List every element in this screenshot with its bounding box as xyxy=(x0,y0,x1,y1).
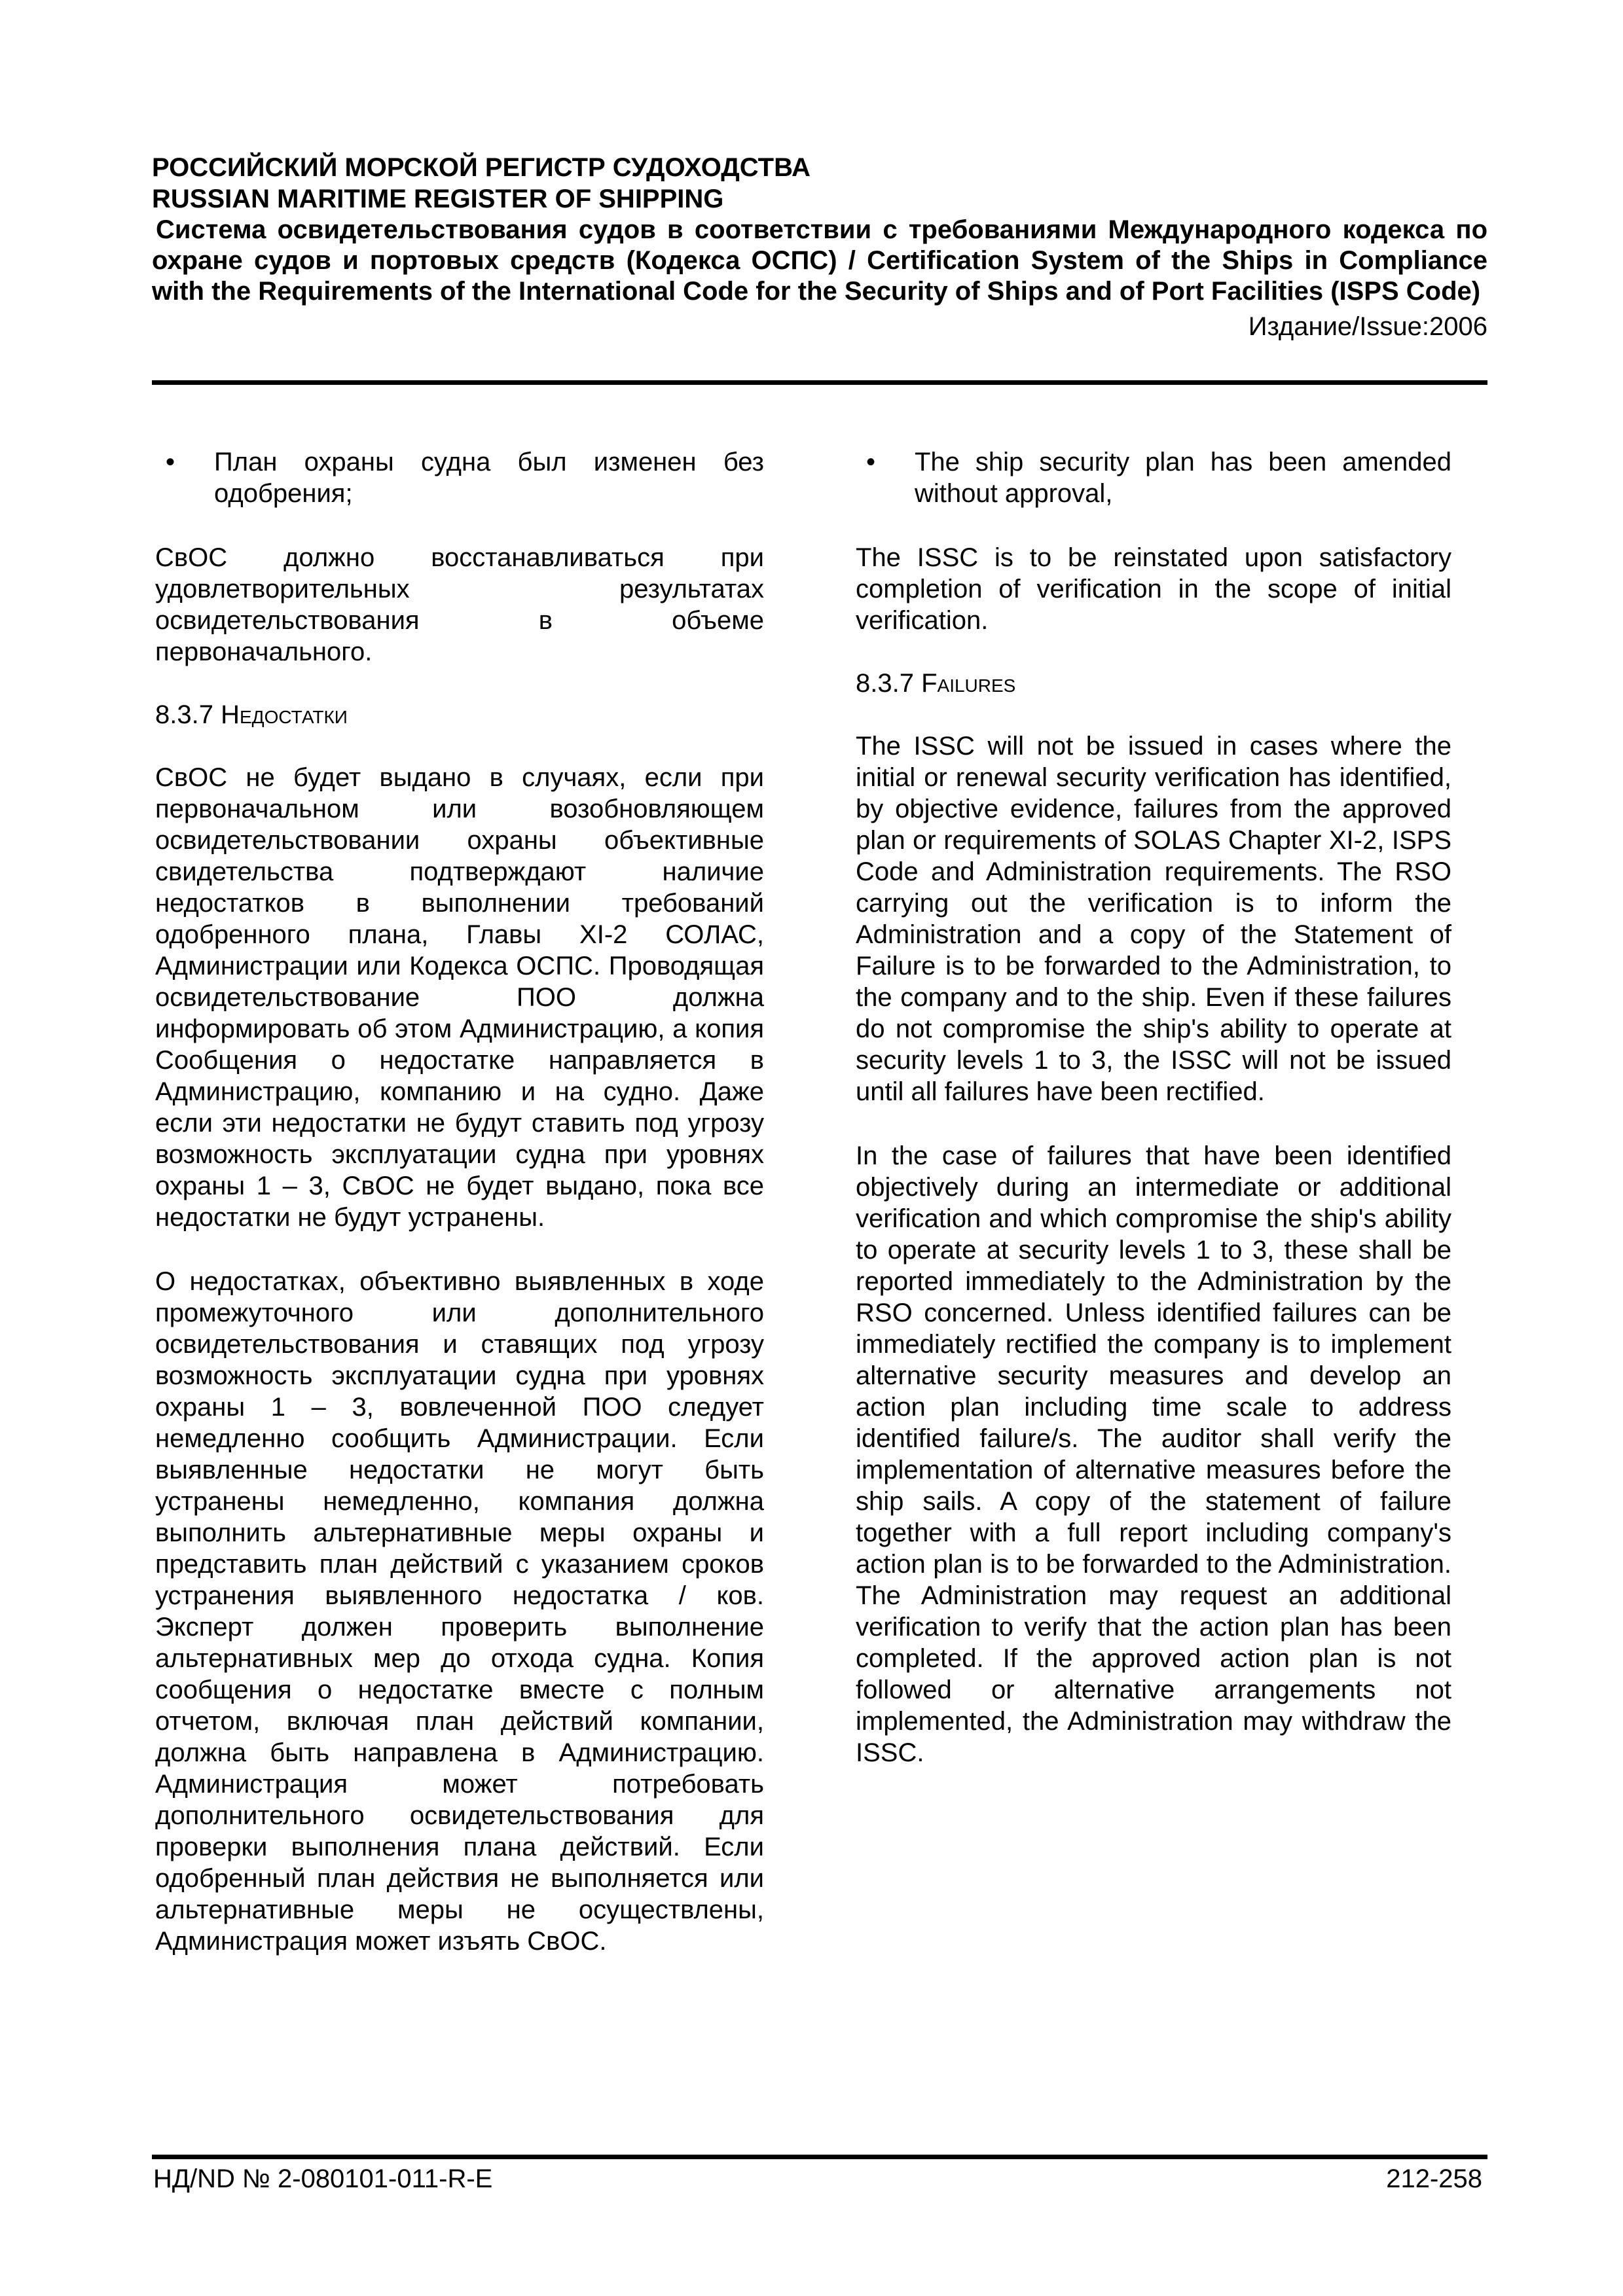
header-title-en: RUSSIAN MARITIME REGISTER OF SHIPPING xyxy=(152,185,724,213)
footer-rule xyxy=(152,2155,1487,2159)
en-paragraph-1: The ISSC is to be reinstated upon satisfactory completion of verification in the scope of initial verification. xyxy=(856,543,1451,635)
ru-paragraph-2: СвОС не будет выдано в случаях, если при первоначальном или возобновляющем освидетельствовании охраны объективные свидетельства подтверждают наличие недостатков в выполнении требований одобренного плана, Главы XI-2 СОЛАС, Администрации или Кодекса ОСПС. Проводящая освидетельствование ПОО должна информировать об этом Администрацию, а копия Сообщения о недостатке направляется в Администрацию, компанию и на судно. Даже если эти недостатки не будут ставить под угрозу возможность эксплуатации судна при уровнях охраны 1 – 3, СвОС не будет выдано, пока все недостатки не будут устранены. xyxy=(155,763,764,1232)
english-column xyxy=(856,446,1451,1768)
en-paragraph-2: The ISSC will not be issued in cases where the initial or renewal security verification has identified, by objective evidence, failures from the approved plan or requirements of SOLAS Chapter XI-2, ISPS Code and Administration requirements. The RSO carrying out the verification is to inform the Administration and a copy of the Statement of Failure is to be forwarded to the Administration, to the company and to the ship. Even if these failures do not compromise the ship's ability to operate at security levels 1 to 3, the ISSC will not be issued until all failures have been rectified. xyxy=(856,732,1451,1106)
page-footer xyxy=(153,2163,1482,2195)
en-paragraph-3: In the case of failures that have been identified objectively during an intermediate or additional verification and which compromise the ship's ability to operate at security levels 1 to 3, these shall be reported immediately to the Administration by the RSO concerned. Unless identified failures can be immediately rectified the company is to implement alternative security measures and develop an action plan including time scale to address identified failure/s. The auditor shall verify the implementation of alternative measures before the ship sails. A copy of the statement of failure together with a full report including company's action plan is to be forwarded to the Administration. The Administration may request an additional verification to verify that the action plan has been completed. If the approved action plan is not followed or alternative arrangements not implemented, the Administration may withdraw the ISSC. xyxy=(856,1141,1451,1767)
header-issue: Издание/Issue:2006 xyxy=(1248,312,1487,341)
header-title-ru: РОССИЙСКИЙ МОРСКОЙ РЕГИСТР СУДОХОДСТВА xyxy=(152,153,811,182)
bullet-icon: • xyxy=(866,448,876,476)
ru-bullet-text: План охраны судна был изменен без одобрения; xyxy=(214,448,764,508)
page-header xyxy=(152,152,1487,342)
russian-column xyxy=(155,446,764,1957)
footer-page-number: 212-258 xyxy=(1386,2164,1482,2193)
header-rule xyxy=(152,380,1487,385)
ru-paragraph-3: О недостатках, объективно выявленных в ходе промежуточного или дополнительного освидетельствования и ставящих под угрозу возможность эксплуатации судна при уровнях охраны 1 – 3, вовлеченной ПОО следует немедленно сообщить Администрации. Если выявленные недостатки не могут быть устранены немедленно, компания должна выполнить альтернативные меры охраны и представить план действий с указанием сроков устранения выявленного недостатка / ков. Эксперт должен проверить выполнение альтернативных мер до отхода судна. Копия сообщения о недостатке вместе с полным отчетом, включая план действий компании, должна быть направлена в Администрацию. Администрация может потребовать дополнительного освидетельствования для проверки выполнения плана действий. Если одобренный план действия не выполняется или альтернативные меры не осуществлены, Администрация может изъять СвОС. xyxy=(155,1267,764,1956)
ru-bullet-item xyxy=(155,446,764,509)
en-bullet-item xyxy=(856,446,1451,509)
footer-doc-number: НД/ND № 2-080101-011-R-E xyxy=(153,2164,493,2193)
ru-paragraph-1: СвОС должно восстанавливаться при удовлетворительных результатах освидетельствования в объеме первоначального. xyxy=(155,543,764,666)
header-subtitle: Система освидетельствования судов в соответствии с требованиями Международного кодекса по охране судов и портовых средств (Кодекса ОСПС) / Certification System of the Ships in Compliance with the Requirements of the International Code for the Security of Ships and of Port Facilities (ISPS Code) xyxy=(152,215,1487,306)
ru-section-heading: 8.3.7 Недостатки xyxy=(155,700,348,729)
en-bullet-text: The ship security plan has been amended without approval, xyxy=(915,448,1451,508)
en-section-heading: 8.3.7 Failures xyxy=(856,669,1016,698)
bullet-icon: • xyxy=(166,448,175,476)
